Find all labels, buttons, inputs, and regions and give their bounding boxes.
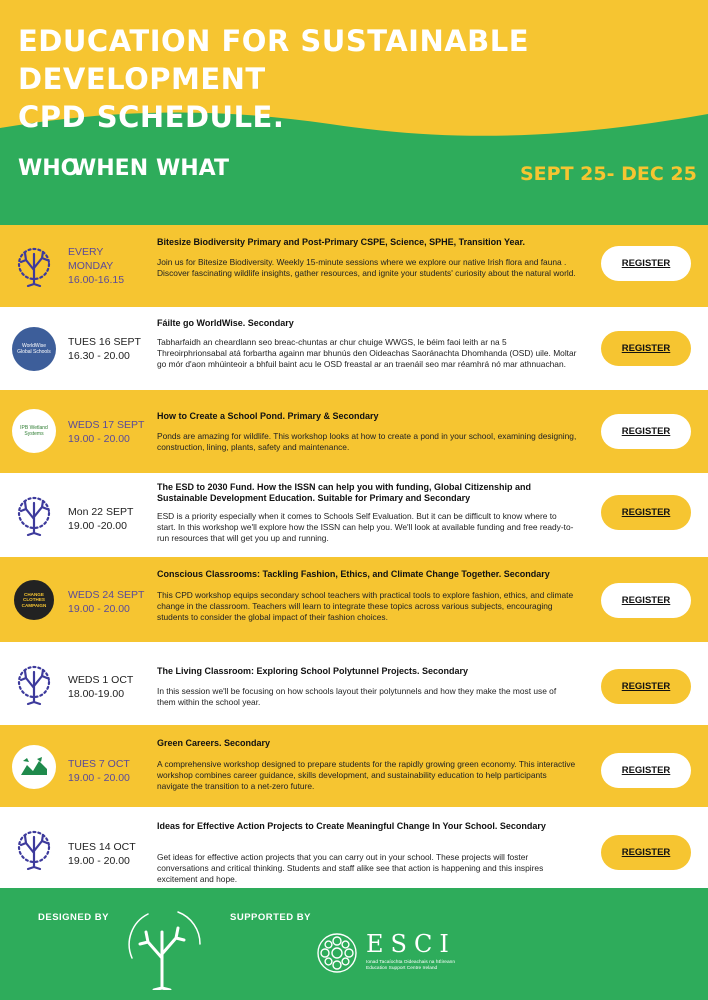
column-header-who: WHO [18,156,80,181]
event-description: Tabharfaidh an cheardlann seo breac-chuntas ar chur chuige WWGS, le béim faoi leith ar na 5 Threoirphrionsabal atá forbartha againn mar bhunús den Oideachas Saoránachta Dhomhanda (OSD) uile. Moltar go mór d'aon mhúinteoir a bhfuil baint acu le OSD freastal ar an traenáil seo mar réamhrá nó mar athnuachan. [157,337,577,369]
designed-by-label: DESIGNED BY [38,912,109,923]
event-title: How to Create a School Pond. Primary & Secondary [157,411,379,421]
event-title: Fáilte go WorldWise. Secondary [157,318,294,328]
green-careers-badge-icon [12,745,56,789]
issn-logo [118,904,214,990]
event-row [0,307,708,390]
event-title: Conscious Classrooms: Tackling Fashion, Ethics, and Climate Change Together. Secondary [157,569,550,579]
tree-logo-icon [118,904,214,990]
tree-icon [12,493,56,537]
event-row [0,807,708,888]
change-clothes-badge-icon: CHANGE CLOTHES CAMPAIGN [12,578,56,622]
event-when: EVERY MONDAY 16.00-16.15 [68,246,125,286]
event-row [0,725,708,807]
event-row [0,642,708,725]
event-title: Bitesize Biodiversity Primary and Post-Primary CSPE, Science, SPHE, Transition Year. [157,237,525,247]
event-description: Get ideas for effective action projects that you can carry out in your school. These projects will foster conversations and critical thinking. Students and staff alike see that action is happening and this inspires excitement and hope. [157,852,544,884]
title-line-1: EDUCATION FOR SUSTAINABLE DEVELOPMENT [18,24,530,96]
event-when: WEDS 24 SEPT 19.00 - 20.00 [68,589,145,615]
tree-icon [12,827,56,871]
title-line-2: CPD SCHEDULE. [18,100,285,134]
esci-wordmark: ESCI [366,930,456,958]
supported-by-label: SUPPORTED BY [230,912,311,923]
register-button[interactable]: REGISTER [601,583,691,618]
page-title [18,22,698,136]
event-row [0,557,708,642]
header-banner [0,0,708,225]
event-description: ESD is a priority especially when it comes to Schools Self Evaluation. But it can be difficult to know where to start. In this workshop we'll explore how the ISSN can help you. We'll look at available funding and free ready-to-run resources that will get you up and running. [157,511,574,543]
footer [0,888,708,1000]
event-title: Ideas for Effective Action Projects to Create Meaningful Change In Your School. Secondary [157,821,546,831]
event-title: The Living Classroom: Exploring School Polytunnel Projects. Secondary [157,666,469,676]
date-range: SEPT 25- DEC 25 [520,163,697,185]
register-button[interactable]: REGISTER [601,331,691,366]
event-description: In this session we'll be focusing on how schools layout their polytunnels and how they make the most use of them within the school year. [157,686,557,707]
worldwise-badge-icon: WorldWise Global Schools [12,327,56,371]
event-description: This CPD workshop equips secondary school teachers with practical tools to explore fashion, ethics, and climate change in the classroom. Teachers will learn to integrate these topics across various subjects, encouraging students to consider the global impact of their fashion choices. [157,590,574,622]
event-description: A comprehensive workshop designed to prepare students for the rapidly growing green economy. This interactive workshop combines career guidance, skills development, and sustainability education to help participants navigate the transition to a net-zero future. [157,759,576,791]
event-title: The ESD to 2030 Fund. How the ISSN can help you with funding, Global Citizenship and Sustainable Development Education. Suitable for Primary and Secondary [157,482,532,503]
column-header-what: WHAT [156,156,230,181]
event-when: WEDS 1 OCT 18.00-19.00 [68,674,134,700]
event-when: TUES 16 SEPT 16.30 - 20.00 [68,336,141,362]
wetland-badge-icon: IPB Wetland Systems [12,409,56,453]
event-when: Mon 22 SEPT 19.00 -20.00 [68,506,134,532]
event-when: TUES 7 OCT 19.00 - 20.00 [68,758,130,784]
event-when: TUES 14 OCT 19.00 - 20.00 [68,841,136,867]
esci-subtitle: Ionad Tacaíochta Oideachais na hÉireann Education Support Centre Ireland [366,960,455,971]
register-button[interactable]: REGISTER [601,835,691,870]
register-button[interactable]: REGISTER [601,246,691,281]
tree-icon [12,244,56,288]
event-when: WEDS 17 SEPT 19.00 - 20.00 [68,419,145,445]
event-description: Join us for Bitesize Biodiversity. Weekly 15-minute sessions where we explore our native Irish flora and fauna . Discover fascinating wildlife insights, gather resources, and ignite your students' curiosity about the natural world. [157,257,576,278]
register-button[interactable]: REGISTER [601,414,691,449]
register-button[interactable]: REGISTER [601,669,691,704]
esci-logo [316,930,476,974]
event-row [0,225,708,307]
event-row [0,390,708,473]
register-button[interactable]: REGISTER [601,753,691,788]
event-title: Green Careers. Secondary [157,738,271,748]
tree-icon [12,662,56,706]
event-description: Ponds are amazing for wildlife. This workshop looks at how to create a pond in your school, examining designing, construction, lining, plants, safety and maintenance. [157,431,577,452]
event-row [0,473,708,557]
esci-emblem-icon [316,932,358,974]
column-header-when: WHEN [72,156,149,181]
register-button[interactable]: REGISTER [601,495,691,530]
